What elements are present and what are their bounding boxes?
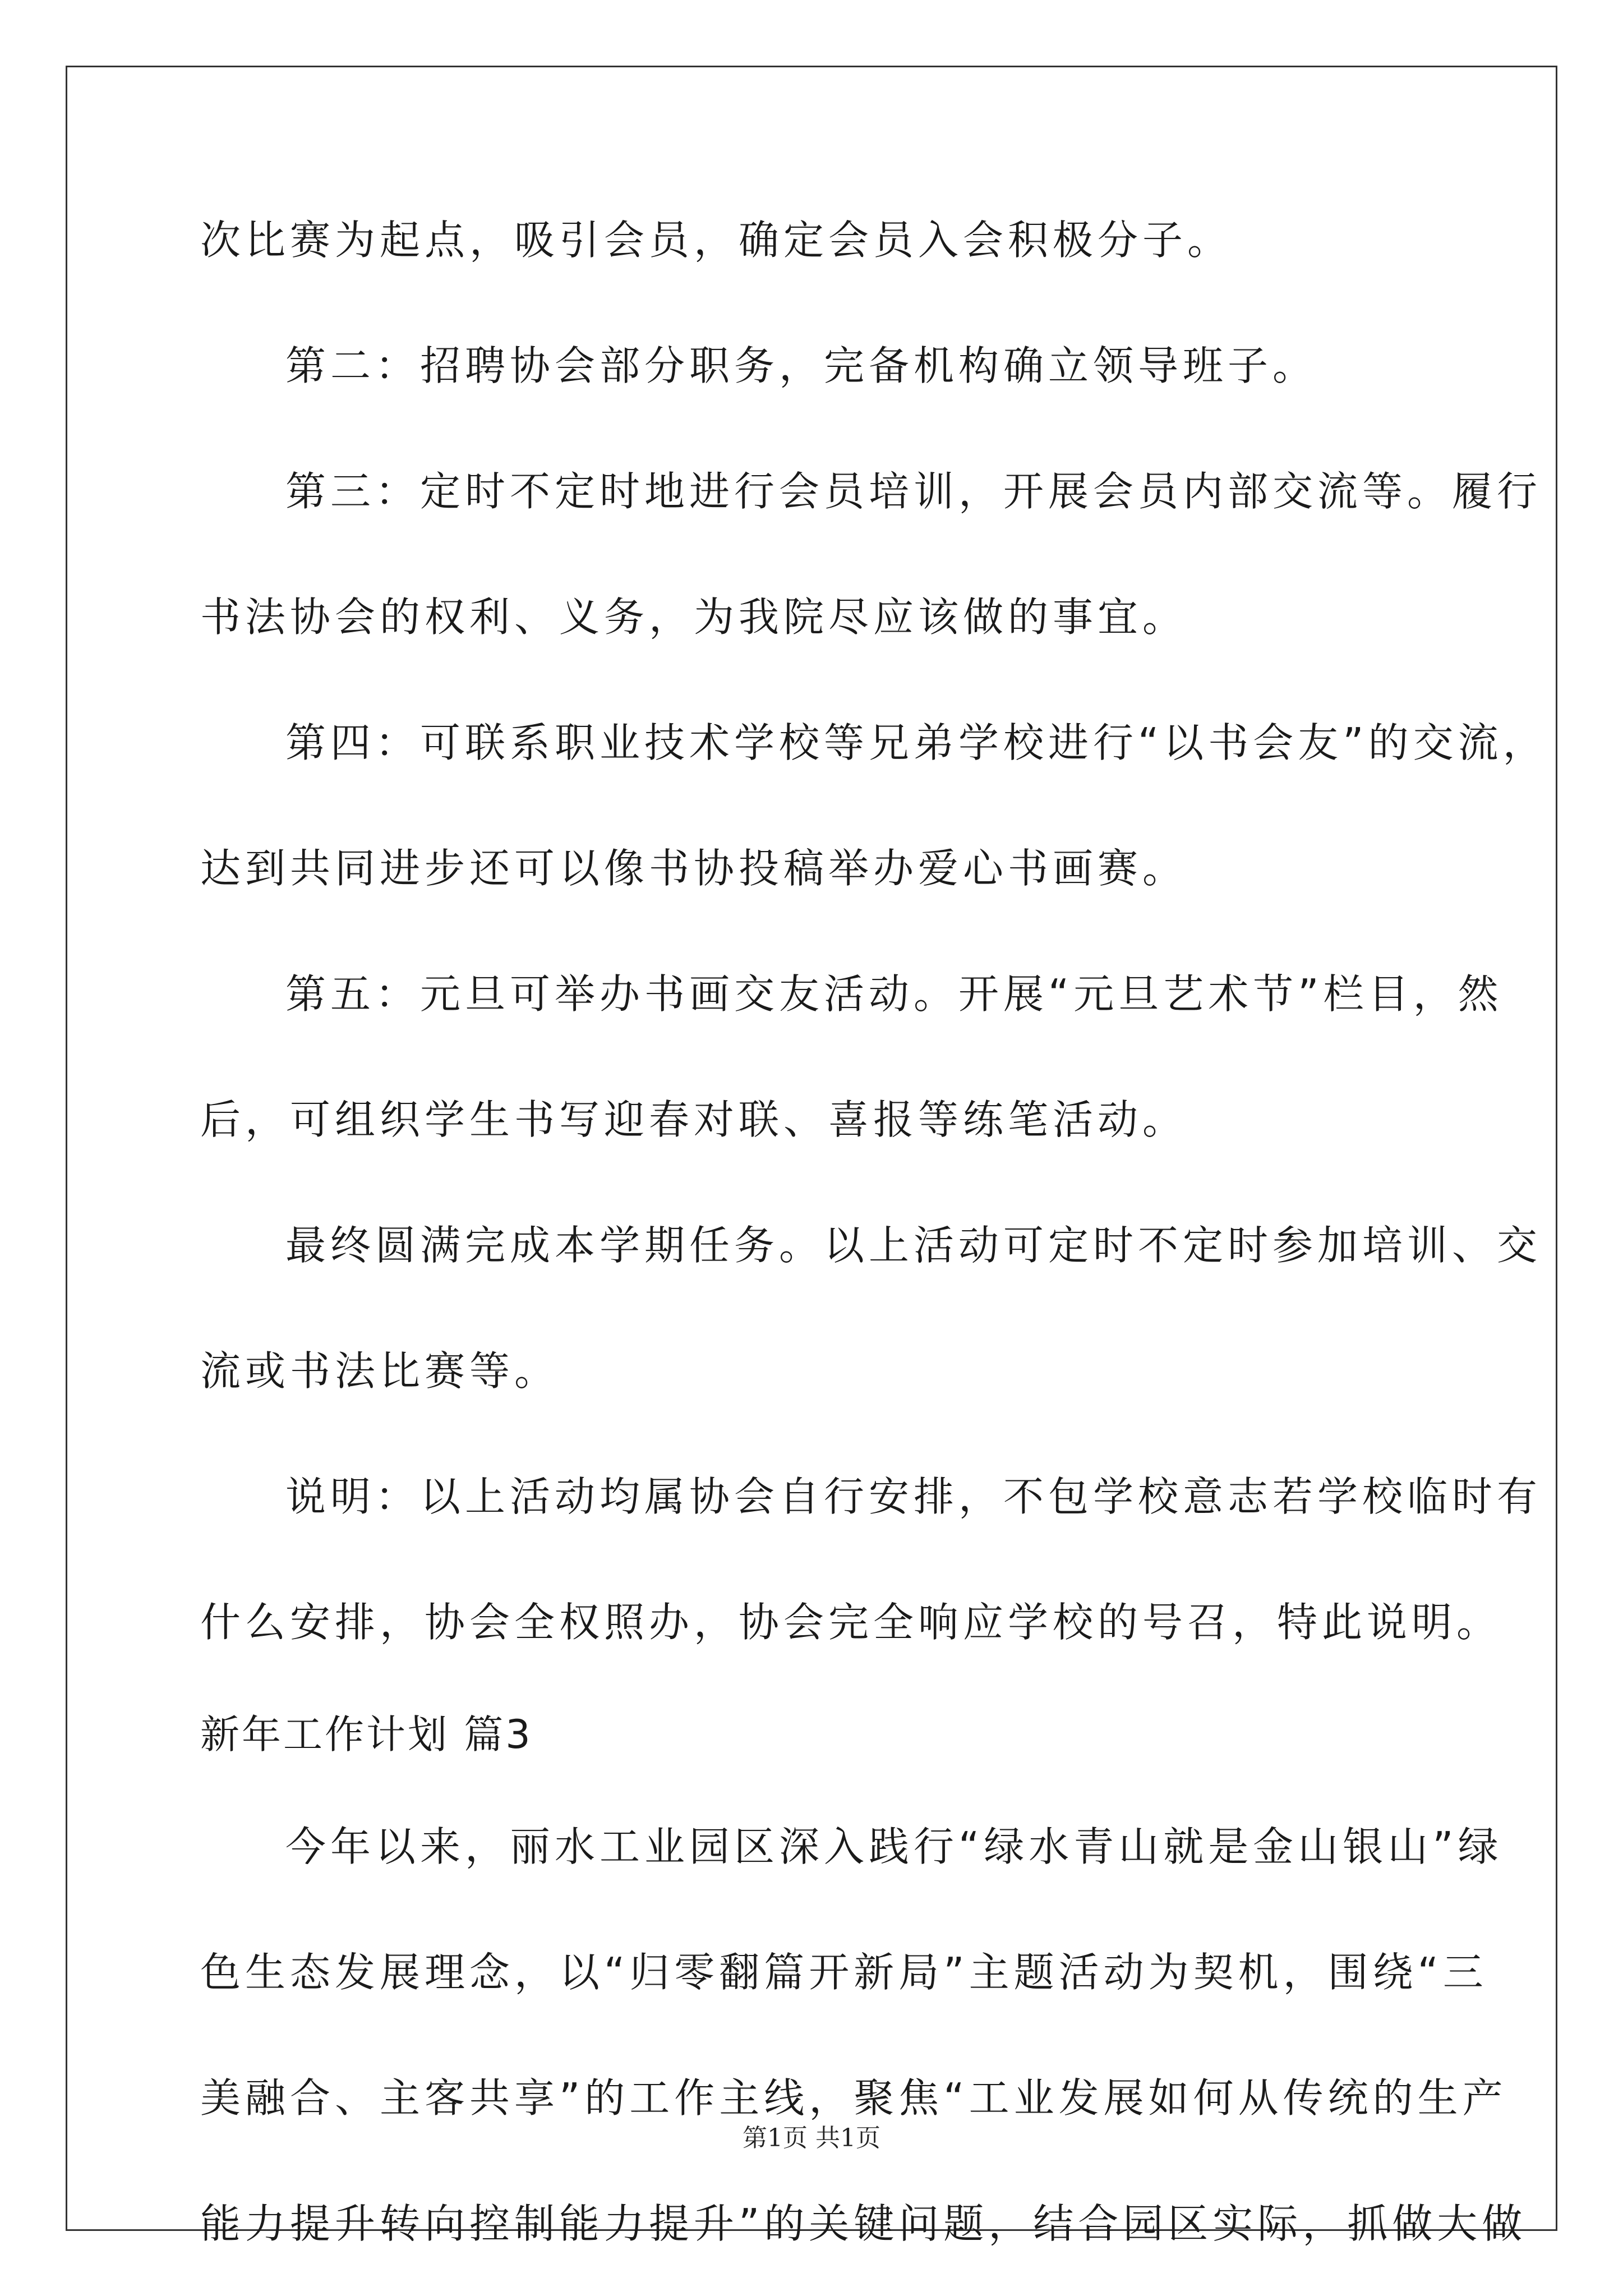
text-line-3: 第三：定时不定时地进行会员培训，开展会员内部交流等。履行 [285,468,1542,515]
text-line-15: 美融合、主客共享”的工作主线，聚焦“工业发展如何从传统的生产 [200,2074,1507,2122]
text-line-4: 书法协会的权利、义务，为我院尽应该做的事宜。 [200,593,1188,641]
text-line-11: 说明：以上活动均属协会自行安排，不包学校意志若学校临时有 [285,1473,1542,1520]
text-line-14: 色生态发展理念，以“归零翻篇开新局”主题活动为契机，围绕“三 [200,1949,1488,1996]
text-line-13: 今年以来，丽水工业园区深入践行“绿水青山就是金山银山”绿 [285,1823,1503,1870]
text-line-8: 后，可组织学生书写迎春对联、喜报等练笔活动。 [200,1096,1188,1143]
text-line-6: 达到共同进步还可以像书协投稿举办爱心书画赛。 [200,845,1188,892]
text-line-10: 流或书法比赛等。 [200,1347,560,1395]
text-line-7: 第五：元旦可举办书画交友活动。开展“元旦艺术节”栏目，然 [285,970,1503,1018]
text-line-16: 能力提升转向控制能力提升”的关键问题，结合园区实际，抓做大做 [200,2200,1527,2247]
text-line-9: 最终圆满完成本学期任务。以上活动可定时不定时参加培训、交 [285,1222,1542,1269]
text-line-12: 什么安排，协会全权照办，协会完全响应学校的号召，特此说明。 [200,1599,1502,1646]
page-footer: 第1页 共1页 [743,2124,880,2152]
text-line-2: 第二：招聘协会部分职务，完备机构确立领导班子。 [285,342,1318,389]
section-heading: 新年工作计划 篇3 [200,1711,533,1757]
text-line-5: 第四：可联系职业技术学校等兄弟学校进行“以书会友”的交流， [285,719,1548,766]
text-line-1: 次比赛为起点，吸引会员，确定会员入会积极分子。 [200,217,1233,264]
